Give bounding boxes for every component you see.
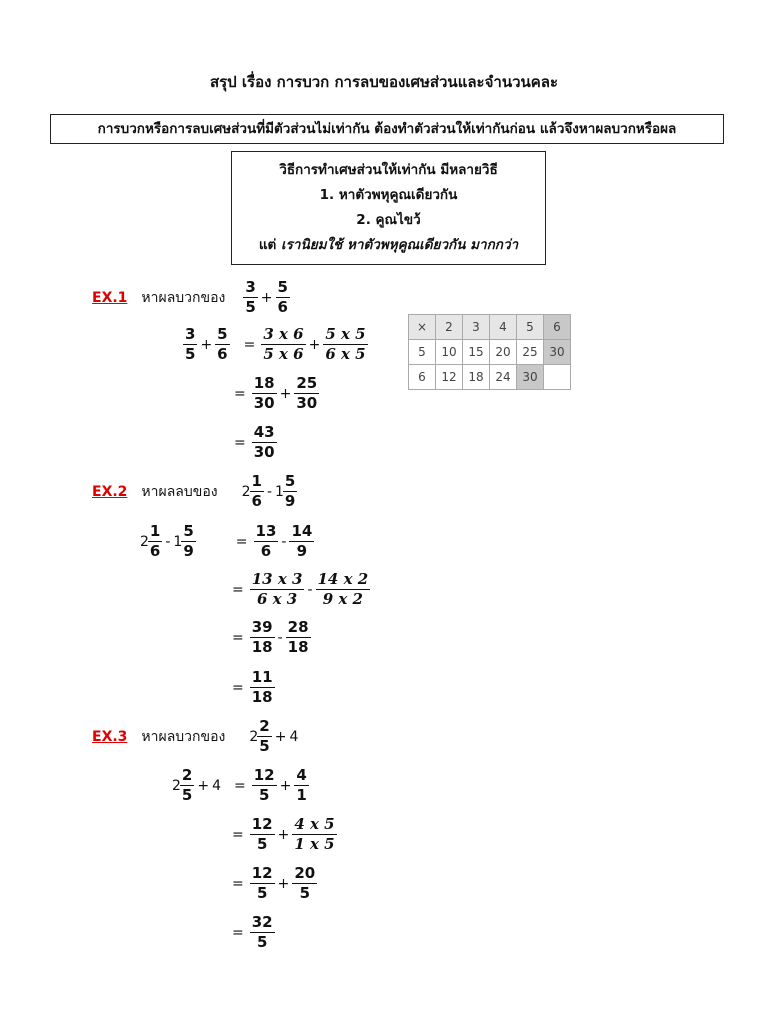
methods-heading: วิธีการทำเศษส่วนให้เท่ากัน มีหลายวิธี — [279, 162, 498, 178]
table-cell: 4 — [490, 315, 517, 340]
table-cell: 20 — [490, 340, 517, 365]
ex3-tag: EX.3 — [92, 728, 128, 745]
table-cell: × — [409, 315, 436, 340]
fraction: $\frac{2}{5}$ — [181, 766, 193, 804]
multiplication-table — [408, 314, 571, 390]
ex2-label: หาผลลบของ — [141, 483, 218, 500]
ex2-step-3: = $\frac{39}{18}$ - $\frac{28}{18}$ — [232, 618, 309, 656]
fraction: $\frac{5}{6}$ — [277, 278, 288, 316]
ex2-tag: EX.2 — [92, 483, 128, 500]
table-row — [409, 365, 571, 390]
table-cell: 30 — [544, 340, 571, 365]
table-cell: 2 — [436, 315, 463, 340]
ex1-step-3: = $\frac{43}{30}$ — [234, 423, 275, 461]
method-item-2: 2. คูณไขว้ — [356, 212, 421, 228]
table-cell: 5 — [517, 315, 544, 340]
fraction: $\frac{14 x 2}{9 x 2}$ — [317, 570, 369, 608]
fraction: $\frac{3}{5}$ — [185, 325, 196, 363]
page-title: สรุป เรื่อง การบวก การลบของเศษส่วนและจำนวนคละ — [209, 73, 559, 91]
fraction: $\frac{43}{30}$ — [253, 423, 275, 461]
fraction: $\frac{1}{6}$ — [149, 522, 161, 560]
fraction: $\frac{13 x 3}{6 x 3}$ — [251, 570, 303, 608]
ex1-step-1: $\frac{3}{5}$ + $\frac{5}{6}$ = $\frac{3 x 6}{5 x 6}$ + $\frac{5 x 5}{6 x 5}$ — [185, 325, 366, 363]
fraction: $\frac{5}{6}$ — [217, 325, 228, 363]
fraction: $\frac{4}{1}$ — [296, 766, 307, 804]
ex3-question: EX.3 หาผลบวกของ 2 $\frac{2}{5}$ + 4 — [92, 717, 299, 755]
table-cell: 6 — [409, 365, 436, 390]
fraction: $\frac{5}{9}$ — [183, 522, 194, 560]
methods-box — [231, 151, 546, 265]
ex3-step-4: = $\frac{32}{5}$ — [232, 913, 273, 951]
table-cell: 30 — [517, 365, 544, 390]
ex2-step-1: 2 $\frac{1}{6}$ - 1 $\frac{5}{9}$ = $\frac{13}{6}$ - $\frac{14}{9}$ — [140, 522, 313, 560]
rule-box — [50, 114, 724, 144]
ex2-question: EX.2 หาผลลบของ 2 $\frac{1}{6}$ - 1 $\frac{5}{9}$ — [92, 472, 296, 510]
fraction: $\frac{2}{5}$ — [259, 717, 270, 755]
ex1-label: หาผลบวกของ — [141, 289, 226, 306]
methods-note: แต่ เรานิยมใช้ หาตัวพหุคูณเดียวกัน มากกว่า — [258, 237, 519, 253]
table-cell: 6 — [544, 315, 571, 340]
table-cell: 18 — [463, 365, 490, 390]
ex3-step-2: = $\frac{12}{5}$ + $\frac{4 x 5}{1 x 5}$ — [232, 815, 335, 853]
fraction: $\frac{5}{9}$ — [284, 472, 296, 510]
ex1-step-2: = $\frac{18}{30}$ + $\frac{25}{30}$ — [234, 374, 318, 412]
ex3-step-1: 2 $\frac{2}{5}$ + 4 = $\frac{12}{5}$ + $\frac{4}{1}$ — [172, 766, 307, 804]
table-cell: 12 — [436, 365, 463, 390]
table-cell — [544, 365, 571, 390]
table-cell: 25 — [517, 340, 544, 365]
fraction: $\frac{5 x 5}{6 x 5}$ — [325, 325, 366, 363]
fraction: $\frac{18}{30}$ — [253, 374, 275, 412]
table-row — [409, 315, 571, 340]
table-cell: 15 — [463, 340, 490, 365]
ex1-question: EX.1 หาผลบวกของ $\frac{3}{5}$ + $\frac{5}{6}$ — [92, 278, 288, 316]
table-row — [409, 340, 571, 365]
fraction: $\frac{12}{5}$ — [251, 815, 273, 853]
ex3-label: หาผลบวกของ — [141, 728, 226, 745]
fraction: $\frac{39}{18}$ — [251, 618, 273, 656]
fraction: $\frac{25}{30}$ — [296, 374, 318, 412]
fraction: $\frac{20}{5}$ — [294, 864, 316, 902]
ex3-step-3: = $\frac{12}{5}$ + $\frac{20}{5}$ — [232, 864, 316, 902]
fraction: $\frac{28}{18}$ — [287, 618, 309, 656]
ex2-step-2: = $\frac{13 x 3}{6 x 3}$ - $\frac{14 x 2}{9 x 2}$ — [232, 570, 369, 608]
table-cell: 24 — [490, 365, 517, 390]
fraction: $\frac{11}{18}$ — [251, 668, 273, 706]
table-cell: 5 — [409, 340, 436, 365]
fraction: $\frac{32}{5}$ — [251, 913, 273, 951]
fraction: $\frac{12}{5}$ — [251, 864, 273, 902]
rule-text: การบวกหรือการลบเศษส่วนที่มีตัวส่วนไม่เท่ากัน ต้องทำตัวส่วนให้เท่ากันก่อน แล้วจึงหาผลบวกหรือผล — [97, 121, 677, 137]
fraction: $\frac{1}{6}$ — [251, 472, 262, 510]
table-cell: 10 — [436, 340, 463, 365]
fraction: $\frac{12}{5}$ — [253, 766, 275, 804]
ex2-step-4: = $\frac{11}{18}$ — [232, 668, 273, 706]
fraction: $\frac{4 x 5}{1 x 5}$ — [294, 815, 335, 853]
ex1-tag: EX.1 — [92, 289, 128, 306]
fraction: $\frac{14}{9}$ — [291, 522, 313, 560]
fraction: $\frac{3 x 6}{5 x 6}$ — [263, 325, 304, 363]
fraction: $\frac{13}{6}$ — [255, 522, 277, 560]
method-item-1: 1. หาตัวพหุคูณเดียวกัน — [319, 187, 458, 203]
table-cell: 3 — [463, 315, 490, 340]
fraction: $\frac{3}{5}$ — [245, 278, 256, 316]
